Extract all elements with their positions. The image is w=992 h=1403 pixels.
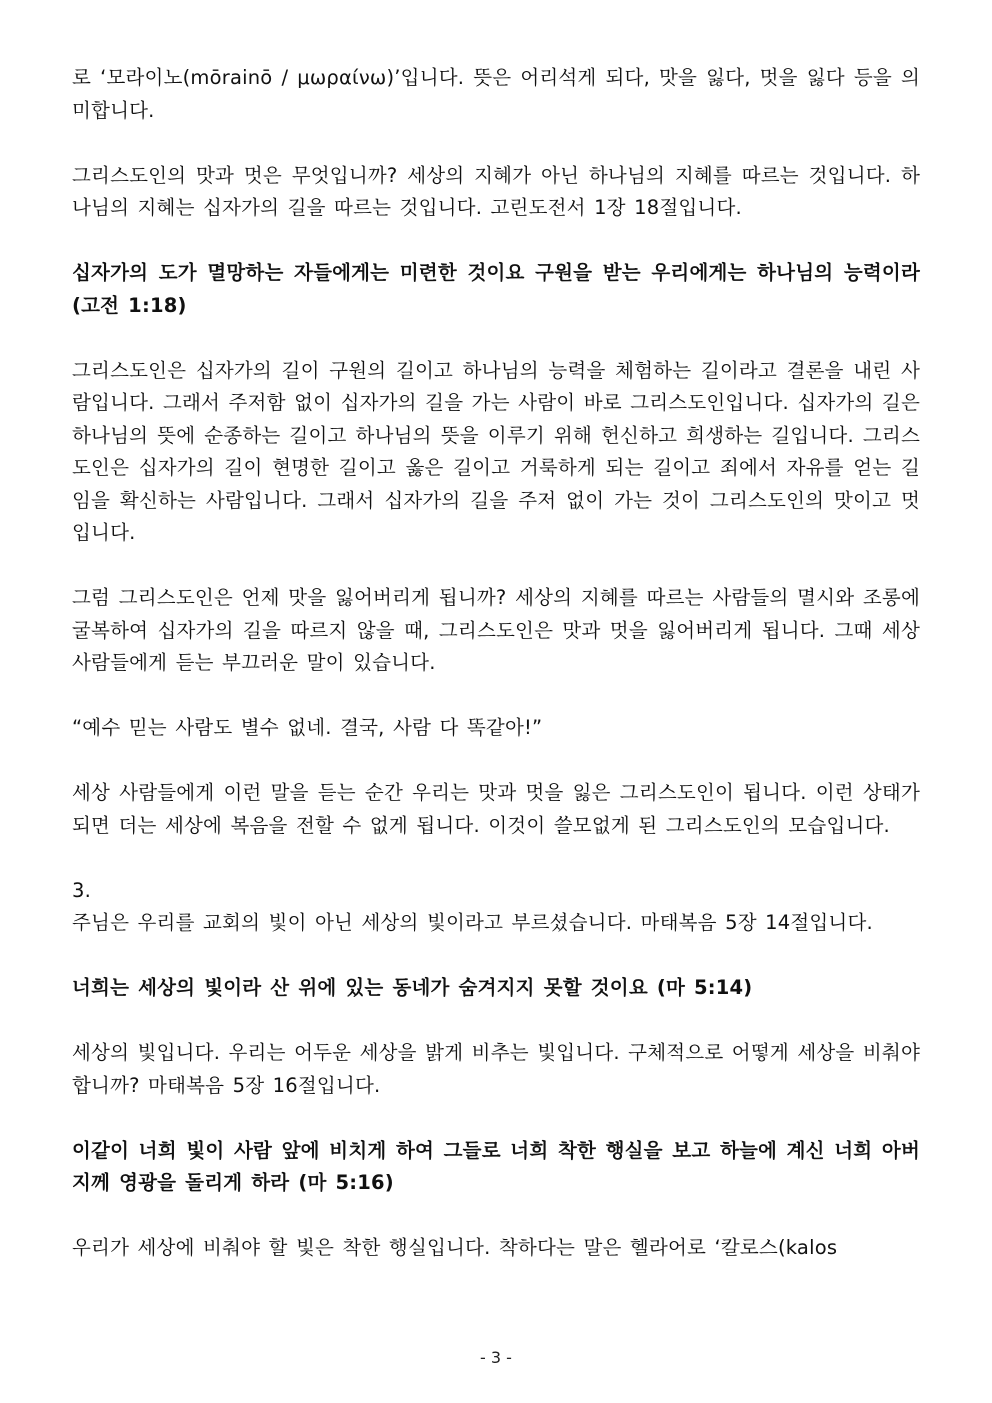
section-number: 3.: [72, 878, 92, 902]
scripture-quote-1: 십자가의 도가 멸망하는 자들에게는 미련한 것이요 구원을 받는 우리에게는 하나님의 능력이라 (고전 1:18): [72, 261, 920, 317]
page-number: - 3 -: [480, 1348, 512, 1367]
paragraph-2: 그리스도인의 맛과 멋은 무엇입니까? 세상의 지혜가 아닌 하나님의 지혜를 따르는 것입니다. 하나님의 지혜는 십자가의 길을 따르는 것입니다. 고린도전서 1장 18절입니다.: [72, 163, 920, 219]
document-page: [72, 62, 920, 1297]
scripture-quote-3: 이같이 너희 빛이 사람 앞에 비치게 하여 그들로 너희 착한 행실을 보고 하늘에 계신 너희 아버지께 영광을 돌리게 하라 (마 5:16): [72, 1138, 920, 1194]
scripture-quote-2: 너희는 세상의 빛이라 산 위에 있는 동네가 숨겨지지 못할 것이요 (마 5:14): [72, 976, 753, 999]
paragraph-8: 우리가 세상에 비춰야 할 빛은 착한 행실입니다. 착하다는 말은 헬라어로 ‘칼로스(kalos: [72, 1236, 838, 1259]
paragraph-4: 그럼 그리스도인은 언제 맛을 잃어버리게 됩니까? 세상의 지혜를 따르는 사람들의 멸시와 조롱에 굴복하여 십자가의 길을 따르지 않을 때, 그리스도인은 맛과 멋을 잃어버리게 됩니다. 그때 세상 사람들에게 듣는 부끄러운 말이 있습니다.: [72, 586, 920, 674]
paragraph-3: 그리스도인은 십자가의 길이 구원의 길이고 하나님의 능력을 체험하는 길이라고 결론을 내린 사람입니다. 그래서 주저함 없이 십자가의 길을 가는 사람이 바로 그리스도인입니다. 십자가의 길은 하나님의 뜻에 순종하는 길이고 하나님의 뜻을 이루기 위해 헌신하고 희생하는 길입니다. 그리스도인은 십자가의 길이 현명한 길이고 옳은 길이고 거룩하게 되는 길이고 죄에서 자유를 얻는 길임을 확신하는 사람입니다. 그래서 십자가의 길을 주저 없이 가는 것이 그리스도인의 맛이고 멋입니다.: [72, 358, 920, 544]
paragraph-6: 주님은 우리를 교회의 빛이 아닌 세상의 빛이라고 부르셨습니다. 마태복음 5장 14절입니다.: [72, 911, 873, 934]
quotation-line: “예수 믿는 사람도 별수 없네. 결국, 사람 다 똑같아!”: [72, 716, 543, 739]
paragraph-1: 로 ‘모라이노(mōrainō / μωραίνω)’입니다. 뜻은 어리석게 되다, 맛을 잃다, 멋을 잃다 등을 의미합니다.: [72, 66, 920, 122]
paragraph-5: 세상 사람들에게 이런 말을 듣는 순간 우리는 맛과 멋을 잃은 그리스도인이 됩니다. 이런 상태가 되면 더는 세상에 복음을 전할 수 없게 됩니다. 이것이 쓸모없게 된 그리스도인의 모습입니다.: [72, 781, 920, 837]
paragraph-7: 세상의 빛입니다. 우리는 어두운 세상을 밝게 비추는 빛입니다. 구체적으로 어떻게 세상을 비춰야 합니까? 마태복음 5장 16절입니다.: [72, 1041, 920, 1097]
